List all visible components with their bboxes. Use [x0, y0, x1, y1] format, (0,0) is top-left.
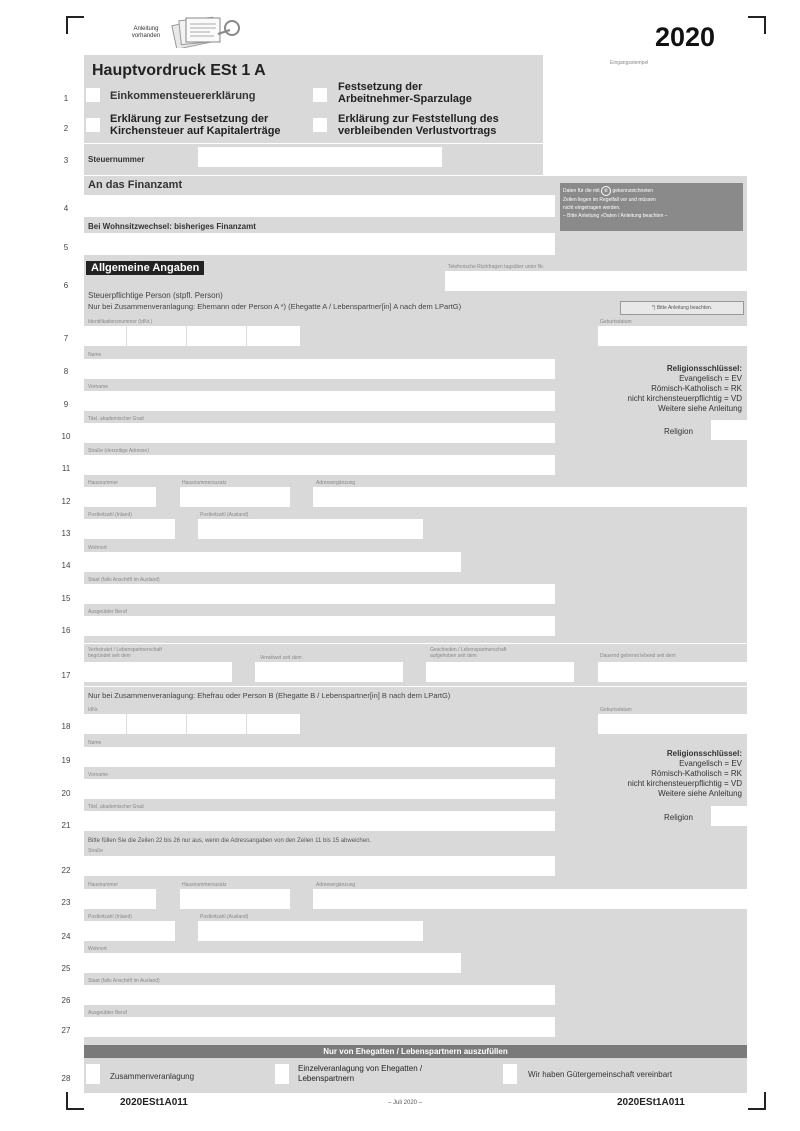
line-number: 5 [63, 243, 69, 252]
option-sparzulage-line-1: Festsetzung der [338, 81, 423, 93]
checkbox-guetergemeinschaft[interactable] [503, 1064, 517, 1084]
geburtsdatum-b-label: Geburtsdatum [600, 707, 632, 713]
line-number: 6 [63, 281, 69, 290]
hausnummer-b-label: Hausnummer [88, 882, 119, 888]
hausnummer-input[interactable] [84, 487, 156, 507]
vorname-b-input[interactable] [84, 779, 555, 799]
footer-code-left: 2020ESt1A011 [120, 1097, 188, 1108]
plz-ausland-input[interactable] [198, 519, 423, 539]
staat-b-label: Staat (falls Anschrift im Ausland) [88, 978, 160, 984]
geschieden-label-1: Geschieden / Lebenspartnerschaft [430, 647, 507, 653]
wohnort-label: Wohnort [88, 545, 107, 551]
steuernummer-label: Steuernummer [88, 155, 145, 164]
strasse-input[interactable] [84, 455, 555, 475]
info-line-3: nicht eingetragen werden. [563, 205, 621, 211]
footer-code-right: 2020ESt1A011 [617, 1097, 685, 1108]
finanzamt-input[interactable] [84, 195, 555, 217]
hausnummerzusatz-b-input[interactable] [180, 889, 290, 909]
checkbox-einkommensteuererklaerung[interactable] [86, 88, 100, 102]
religionsschluessel-b [560, 749, 742, 799]
strasse-label: Straße (derzeitige Adresse) [88, 448, 149, 454]
checkbox-verlustvortrag[interactable] [313, 118, 327, 132]
adresse-hinweis: Bitte füllen Sie die Zeilen 22 bis 26 nur aus, wenn die Adressangaben von den Zeilen 11 bis 15 abweichen. [88, 838, 372, 844]
idnr-divider [186, 326, 187, 346]
form-year: 2020 [655, 22, 716, 52]
religion-b-label: Religion [664, 813, 693, 822]
line-number: 4 [63, 204, 69, 213]
crop-mark-top-right [748, 16, 766, 34]
crop-mark-bottom-left [66, 1092, 84, 1110]
line-number: 8 [63, 367, 69, 376]
eingangsstempel-box [543, 55, 747, 175]
line-number: 17 [61, 671, 71, 680]
plz-inland-label: Postleitzahl (Inland) [88, 512, 132, 518]
beruf-input[interactable] [84, 616, 555, 636]
vorname-b-label: Vorname [88, 772, 109, 778]
verwitwet-label: Verwitwet seit dem [260, 655, 302, 661]
idnr-divider [246, 326, 247, 346]
idnr-divider [246, 714, 247, 734]
religion-key-ev: Evangelisch = EV [679, 374, 742, 383]
e-symbol-icon: e [601, 186, 611, 196]
vorname-input[interactable] [84, 391, 555, 411]
line-number: 10 [61, 432, 71, 441]
plz-ausland-b-input[interactable] [198, 921, 423, 941]
line-number: 25 [61, 964, 71, 973]
geschieden-label [430, 647, 506, 659]
religion-key-rk: Römisch-Katholisch = RK [651, 769, 742, 778]
checkbox-kirchensteuer[interactable] [86, 118, 100, 132]
hausnummerzusatz-input[interactable] [180, 487, 290, 507]
name-label: Name [88, 352, 102, 358]
religion-b-input[interactable] [711, 806, 747, 826]
eingangsstempel-label: Eingangsstempel [610, 60, 649, 66]
line-number: 22 [61, 866, 71, 875]
line-number: 7 [63, 334, 69, 343]
religion-key-rk: Römisch-Katholisch = RK [651, 384, 742, 393]
idnr-b-input[interactable] [84, 714, 300, 734]
zusammenveranlagung-label: Zusammenveranlagung [110, 1072, 195, 1081]
telefon-label: Telefonische Rückfragen tagsüber unter Nr. [448, 264, 545, 270]
line-number: 23 [61, 898, 71, 907]
beruf-b-label: Ausgeübter Beruf [88, 1010, 127, 1016]
einzelveranlagung-label-2: Lebenspartnern [298, 1074, 355, 1083]
line-number: 27 [61, 1026, 71, 1035]
line-number: 2 [63, 124, 69, 133]
line-number: 1 [63, 94, 69, 103]
verheiratet-label-2: begründet seit dem [88, 653, 131, 659]
plz-inland-b-input[interactable] [84, 921, 175, 941]
person-b-label: Nur bei Zusammenveranlagung: Ehefrau oder Person B (Ehegatte B / Lebenspartner[in] B nach dem LPartG) [88, 691, 451, 700]
verheiratet-label-1: Verheiratet / Lebenspartnerschaft [88, 647, 162, 653]
line-number: 19 [61, 756, 71, 765]
idnr-b-label: IdNr. [88, 707, 99, 713]
strasse-b-input[interactable] [84, 856, 555, 876]
checkbox-einzelveranlagung[interactable] [275, 1064, 289, 1084]
name-b-input[interactable] [84, 747, 555, 767]
vorname-label: Vorname [88, 384, 109, 390]
beruf-label: Ausgeübter Beruf [88, 609, 127, 615]
info-line-4: – Bitte Anleitung »Daten / Anleitung beachten – [563, 213, 668, 219]
wohnsitzwechsel-label: Bei Wohnsitzwechsel: bisheriges Finanzamt [88, 222, 256, 231]
staat-b-input[interactable] [84, 985, 555, 1005]
name-b-label: Name [88, 740, 102, 746]
plz-inland-b-label: Postleitzahl (Inland) [88, 914, 132, 920]
telefon-input[interactable] [445, 271, 747, 291]
hausnummerzusatz-b-label: Hausnummerzusatz [182, 882, 227, 888]
strasse-b-label: Straße [88, 848, 104, 854]
hausnummer-b-input[interactable] [84, 889, 156, 909]
section-allgemeine-angaben: Allgemeine Angaben [86, 261, 204, 275]
plz-inland-input[interactable] [84, 519, 175, 539]
divider [84, 643, 747, 644]
form-title: Hauptvordruck ESt 1 A [92, 62, 266, 79]
plz-ausland-label: Postleitzahl (Ausland) [200, 512, 249, 518]
hausnummerzusatz-label: Hausnummerzusatz [182, 480, 227, 486]
checkbox-zusammenveranlagung[interactable] [86, 1064, 100, 1084]
anleitung-hinweis-button[interactable]: *) Bitte Anleitung beachten. [620, 301, 744, 315]
divider [84, 175, 747, 176]
adressergaenzung-label: Adressergänzung [316, 480, 356, 486]
adressergaenzung-b-input[interactable] [313, 889, 747, 909]
line-number: 3 [63, 156, 69, 165]
line-number: 28 [61, 1074, 71, 1083]
getrennt-label: Dauernd getrennt lebend seit dem [600, 653, 676, 659]
staat-label: Staat (falls Anschrift im Ausland) [88, 577, 160, 583]
line-number: 16 [61, 626, 71, 635]
ehegatten-header: Nur von Ehegatten / Lebenspartnern auszufüllen [84, 1045, 747, 1058]
line-number: 18 [61, 722, 71, 731]
finanzamt-label: An das Finanzamt [88, 179, 183, 191]
name-input[interactable] [84, 359, 555, 379]
religion-key-vd: nicht kirchensteuerpflichtig = VD [627, 394, 742, 403]
bisheriges-finanzamt-input[interactable] [84, 233, 555, 255]
hausnummer-label: Hausnummer [88, 480, 119, 486]
option-kirchensteuer-line-1: Erklärung zur Festsetzung der [110, 113, 269, 125]
titel-b-input[interactable] [84, 811, 555, 831]
option-sparzulage [338, 81, 472, 105]
geschieden-label-2: aufgehoben seit dem [430, 653, 477, 659]
geburtsdatum-input[interactable] [598, 326, 747, 346]
idnr-divider [186, 714, 187, 734]
religion-key-title: Religionsschlüssel: [666, 364, 742, 373]
line-number: 13 [61, 529, 71, 538]
religion-key-more: Weitere siehe Anleitung [658, 789, 742, 798]
line-number: 14 [61, 561, 71, 570]
idnr-divider [126, 326, 127, 346]
option-einkommensteuererklaerung: Einkommensteuererklärung [110, 90, 256, 102]
info-line-2: Zeilen liegen im Regelfall vor und müssen [563, 197, 656, 203]
line-number: 20 [61, 789, 71, 798]
wohnort-b-label: Wohnort [88, 946, 107, 952]
line-number: 11 [61, 464, 71, 473]
wohnort-b-input[interactable] [84, 953, 461, 973]
religion-label: Religion [664, 427, 693, 436]
checkbox-sparzulage[interactable] [313, 88, 327, 102]
adressergaenzung-b-label: Adressergänzung [316, 882, 356, 888]
person-a-label: Nur bei Zusammenveranlagung: Ehemann oder Person A *) (Ehegatte A / Lebenspartner[in] A nach dem LPartG) [88, 302, 462, 311]
line-number: 15 [61, 594, 71, 603]
guetergemeinschaft-label: Wir haben Gütergemeinschaft vereinbart [528, 1070, 673, 1079]
stpfl-person-label: Steuerpflichtige Person (stpfl. Person) [88, 291, 223, 300]
info-line-1b: gekennzeichneten [612, 188, 654, 194]
crop-mark-top-left [66, 16, 84, 34]
idnr-label: Identifikationsnummer (IdNr.) [88, 319, 153, 325]
option-verlustvortrag-line-2: verbleibenden Verlustvortrags [338, 125, 497, 137]
line-number: 24 [61, 932, 71, 941]
steuernummer-input[interactable] [198, 147, 442, 167]
option-kirchensteuer [110, 113, 281, 137]
geburtsdatum-b-input[interactable] [598, 714, 747, 734]
verheiratet-seit-input[interactable] [84, 662, 232, 682]
crop-mark-bottom-right [748, 1092, 766, 1110]
option-verlustvortrag [338, 113, 499, 137]
info-line-1: Daten für die mit [563, 188, 600, 194]
anleitung-logo [118, 14, 246, 48]
religion-input[interactable] [711, 420, 747, 440]
verwitwet-seit-input[interactable] [255, 662, 403, 682]
adressergaenzung-input[interactable] [313, 487, 747, 507]
titel-input[interactable] [84, 423, 555, 443]
option-kirchensteuer-line-2: Kirchensteuer auf Kapitalerträge [110, 125, 281, 137]
idnr-divider [126, 714, 127, 734]
logo-text-1: Anleitung [133, 26, 159, 32]
geburtsdatum-label: Geburtsdatum [600, 319, 632, 325]
einzelveranlagung-label-1: Einzelveranlagung von Ehegatten / [298, 1064, 423, 1073]
religionsschluessel-a [560, 364, 742, 414]
religion-key-vd: nicht kirchensteuerpflichtig = VD [627, 779, 742, 788]
option-verlustvortrag-line-1: Erklärung zur Feststellung des [338, 113, 499, 125]
idnr-input[interactable] [84, 326, 300, 346]
titel-label: Titel, akademischer Grad [88, 416, 144, 422]
info-box [560, 183, 743, 231]
wohnort-input[interactable] [84, 552, 461, 572]
line-number: 21 [61, 821, 71, 830]
religion-key-ev: Evangelisch = EV [679, 759, 742, 768]
religion-key-title: Religionsschlüssel: [666, 749, 742, 758]
logo-text-2: vorhanden [131, 33, 161, 39]
religion-key-more: Weitere siehe Anleitung [658, 404, 742, 413]
plz-ausland-b-label: Postleitzahl (Ausland) [200, 914, 249, 920]
titel-b-label: Titel, akademischer Grad [88, 804, 144, 810]
verheiratet-label [88, 647, 162, 659]
option-sparzulage-line-2: Arbeitnehmer-Sparzulage [338, 93, 472, 105]
einzelveranlagung-label [298, 1064, 422, 1084]
divider [84, 686, 747, 687]
line-number: 26 [61, 996, 71, 1005]
line-number: 12 [61, 497, 71, 506]
staat-input[interactable] [84, 584, 555, 604]
divider [84, 143, 543, 144]
footer-date: – Juli 2020 – [388, 1100, 423, 1106]
geschieden-seit-input[interactable] [426, 662, 574, 682]
line-number: 9 [63, 400, 69, 409]
beruf-b-input[interactable] [84, 1017, 555, 1037]
getrennt-seit-input[interactable] [598, 662, 747, 682]
